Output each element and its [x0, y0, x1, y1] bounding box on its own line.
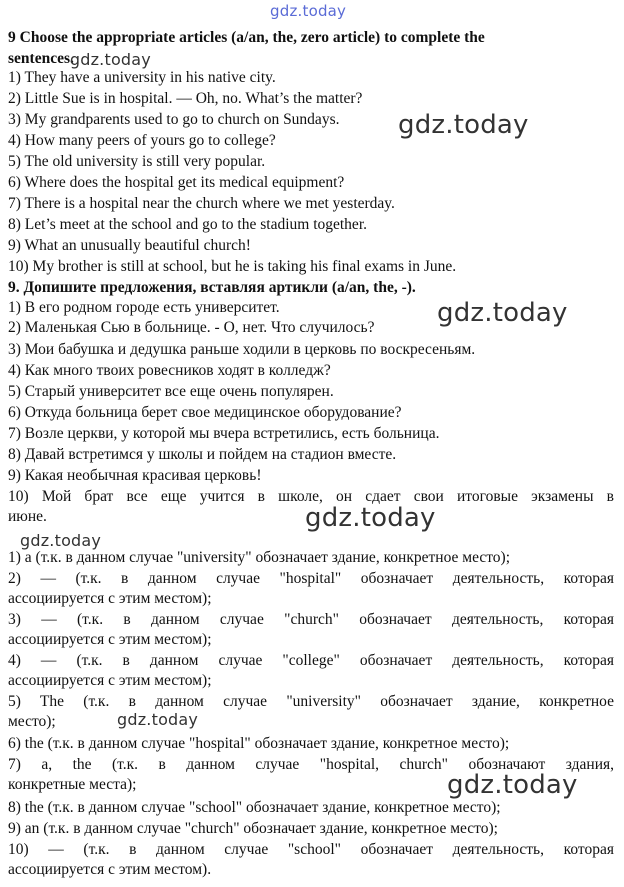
russian-item-10-cont: июне. [8, 508, 47, 525]
russian-item: 3) Мои бабушка и дедушка раньше ходили в церковь по воскресеньям. [8, 341, 476, 358]
answer-line: ассоциируется с этим местом); [8, 672, 212, 689]
answer-line: место); [8, 713, 56, 730]
answer-line: 10) — (т.к. в данном случае "school" обозначает деятельность, которая [8, 841, 614, 858]
answer-line: 8) the (т.к. в данном случае "school" обозначает здание, конкретное место); [8, 799, 501, 816]
watermark: gdz.today [447, 770, 578, 800]
watermark: gdz.today [398, 110, 529, 140]
answer-line: ассоциируется с этим местом). [8, 861, 212, 878]
russian-item: 5) Старый университет все еще очень популярен. [8, 383, 334, 400]
russian-item-10: 10) Мой брат все еще учится в школе, он сдает свои итоговые экзамены в [8, 488, 614, 505]
russian-item: 7) Возле церкви, у которой мы вчера встретились, есть больница. [8, 425, 440, 442]
russian-item: 1) В его родном городе есть университет. [8, 299, 280, 316]
russian-item: 4) Как много твоих ровесников ходят в колледж? [8, 362, 331, 379]
watermark: gdz.today [20, 531, 102, 550]
answer-line: 6) the (т.к. в данном случае "hospital" обозначает здание, конкретное место); [8, 735, 510, 752]
watermark: gdz.today [305, 503, 436, 533]
answer-line: 3) — (т.к. в данном случае "church" обозначает деятельность, которая [8, 611, 614, 628]
english-item: 1) They have a university in his native city. [8, 69, 276, 86]
russian-heading: 9. Допишите предложения, вставляя артикли (a/an, the, -). [8, 279, 416, 296]
english-item: 5) The old university is still very popular. [8, 153, 266, 170]
russian-item: 8) Давай встретимся у школы и пойдем на стадион вместе. [8, 446, 397, 463]
watermark: gdz.today [117, 710, 199, 729]
answer-line: 5) The (т.к. в данном случае "university" обозначает здание, конкретное [8, 693, 614, 710]
answer-line: 7) a, the (т.к. в данном случае "hospital, church" обозначают здания, [8, 756, 614, 773]
english-item: 3) My grandparents used to go to church on Sundays. [8, 111, 340, 128]
russian-item: 2) Маленькая Сью в больнице. - О, нет. Что случилось? [8, 319, 375, 336]
answer-line: 4) — (т.к. в данном случае "college" обозначает деятельность, которая [8, 652, 614, 669]
watermark: gdz.today [437, 298, 568, 328]
english-item: 6) Where does the hospital get its medical equipment? [8, 174, 345, 191]
english-heading-cont: sentences.gdz.today [8, 50, 151, 69]
answer-line: конкретные места); [8, 776, 137, 793]
answer-line: 2) — (т.к. в данном случае "hospital" обозначает деятельность, которая [8, 570, 614, 587]
watermark-inline: gdz.today [69, 50, 151, 69]
english-item: 2) Little Sue is in hospital. — Oh, no. What’s the matter? [8, 90, 363, 107]
answer-line: ассоциируется с этим местом); [8, 631, 212, 648]
english-item: 4) How many peers of yours go to college? [8, 132, 276, 149]
russian-item: 6) Откуда больница берет свое медицинское оборудование? [8, 404, 402, 421]
russian-item: 9) Какая необычная красивая церковь! [8, 467, 262, 484]
english-item: 8) Let’s meet at the school and go to the stadium together. [8, 216, 367, 233]
answer-line: ассоциируется с этим местом); [8, 590, 212, 607]
english-item: 10) My brother is still at school, but he is taking his final exams in June. [8, 258, 457, 275]
answer-line: 9) an (т.к. в данном случае "church" обозначает здание, конкретное место); [8, 820, 498, 837]
english-heading: 9 Choose the appropriate articles (a/an, the, zero article) to complete the [8, 29, 485, 46]
answer-line: 1) a (т.к. в данном случае "university" обозначает здание, конкретное место); [8, 549, 511, 566]
english-item: 9) What an unusually beautiful church! [8, 237, 251, 254]
watermark-top: gdz.today [270, 2, 347, 20]
english-item: 7) There is a hospital near the church where we met yesterday. [8, 195, 395, 212]
